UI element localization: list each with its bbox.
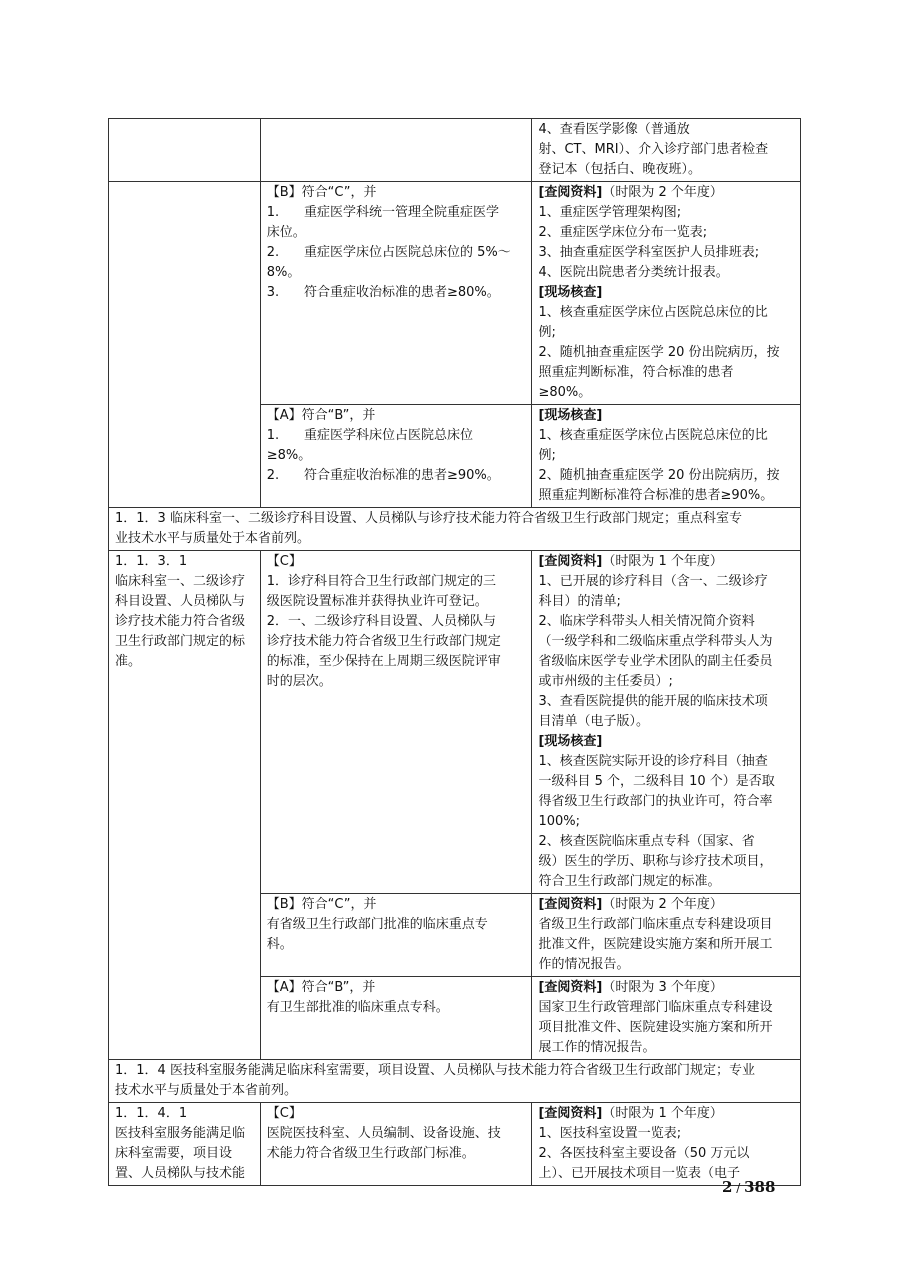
text-line: 卫生行政部门规定的标 (115, 634, 246, 649)
text-line: 的标准，至少保持在上周期三级医院评审 (266, 654, 501, 669)
text-line: 1. 重症医学科床位占医院总床位 (266, 428, 473, 443)
text-line: 1、重症医学管理架构图; (538, 205, 682, 220)
text-line: 1、核查医院实际开设的诊疗科目（抽查 (538, 754, 768, 769)
text-line: 得省级卫生行政部门的执业许可，符合率 (538, 794, 773, 809)
document-list (538, 998, 794, 1058)
text-line: 批准文件，医院建设实施方案和所开展工 (538, 937, 773, 952)
page-total: 388 (744, 1178, 776, 1196)
text-line: 8%。 (266, 265, 301, 280)
table-row (109, 1103, 801, 1186)
text-line: 2、重症医学床位分布一览表; (538, 225, 708, 240)
standard-cell (260, 1103, 532, 1186)
inspection-list (538, 426, 794, 506)
text-line: 1．1．4 医技科室服务能满足临床科室需要，项目设置、人员梯队与技术能力符合省级卫生行政部门规定；专业 (115, 1063, 755, 1078)
standard-cell (260, 405, 532, 508)
table-row (109, 551, 801, 894)
text-line: 国家卫生行政管理部门临床重点专科建设 (538, 1000, 773, 1015)
document-list (538, 203, 794, 283)
text-line: 例; (538, 448, 556, 463)
text-line: 2、随机抽查重症医学 20 份出院病历，按 (538, 468, 780, 483)
text-line: 2、临床学科带头人相关情况简介资料 (538, 614, 755, 629)
text-line: 医技科室服务能满足临 (115, 1126, 246, 1141)
text-line: 【A】符合“B”，并 (266, 408, 376, 423)
text-line: 【B】符合“C”，并 (266, 185, 377, 200)
standard-cell (260, 119, 532, 182)
method-cell (532, 551, 801, 894)
text-line: 【C】 (266, 1106, 302, 1121)
text-line: 上）、已开展技术项目一览表（电子 (538, 1166, 740, 1181)
text-line: 技术水平与质量处于本省前列。 (115, 1083, 298, 1098)
text-line: 1．诊疗科目符合卫生行政部门规定的三 (266, 574, 497, 589)
text-line: 1、核查重症医学床位占医院总床位的比 (538, 305, 768, 320)
standard-cell (260, 894, 532, 977)
text-line: 级）医生的学历、职称与诊疗技术项目， (538, 854, 773, 869)
section-heading: [现场核查] (538, 408, 603, 423)
text-line: 4、查看医学影像（普通放 (538, 122, 690, 137)
text-line: 4、医院出院患者分类统计报表。 (538, 265, 729, 280)
text-line: 省级临床医学专业学术团队的副主任委员 (538, 654, 773, 669)
text-line: 100%; (538, 814, 581, 829)
text-line: 展工作的情况报告。 (538, 1040, 656, 1055)
text-line: 作的情况报告。 (538, 957, 630, 972)
method-cell (532, 405, 801, 508)
inspection-list (538, 303, 794, 403)
text-line: 2、核查医院临床重点专科（国家、省 (538, 834, 755, 849)
text-line: 业技术水平与质量处于本省前列。 (115, 531, 311, 546)
text-line: 2．一、二级诊疗科目设置、人员梯队与 (266, 614, 497, 629)
page-separator: / (732, 1181, 745, 1195)
text-line: 登记本（包括白、晚夜班）。 (538, 162, 701, 177)
document-list (538, 1124, 794, 1184)
text-line: 医院医技科室、人员编制、设备设施、技 (266, 1126, 501, 1141)
text-line: 3、抽查重症医学科室医护人员排班表; (538, 245, 760, 260)
text-line: 床位。 (266, 225, 306, 240)
text-line: 诊疗技术能力符合省级 (115, 614, 246, 629)
text-line: 科。 (266, 937, 293, 952)
method-cell (532, 977, 801, 1060)
text-line: 项目批准文件、医院建设实施方案和所开 (538, 1020, 773, 1035)
time-limit-note: （时限为 2 个年度） (602, 897, 723, 912)
text-line: 3、查看医院提供的能开展的临床技术项 (538, 694, 768, 709)
section-heading: [查阅资料] (538, 897, 603, 912)
text-line: 1、医技科室设置一览表; (538, 1126, 682, 1141)
text-line: 术能力符合省级卫生行政部门标准。 (266, 1146, 475, 1161)
text-line: 床科室需要，项目设 (115, 1146, 233, 1161)
criteria-cell (109, 182, 261, 508)
text-line: 一级科目 5 个，二级科目 10 个）是否取 (538, 774, 775, 789)
text-line: 1、已开展的诊疗科目（含一、二级诊疗 (538, 574, 768, 589)
text-line: 2、各医技科室主要设备（50 万元以 (538, 1146, 750, 1161)
text-line: 例; (538, 325, 556, 340)
time-limit-note: （时限为 1 个年度） (602, 554, 723, 569)
document-list (538, 915, 794, 975)
criteria-cell (109, 551, 261, 1060)
text-line: ≥8%。 (266, 448, 312, 463)
criteria-cell (109, 119, 261, 182)
standard-cell (260, 551, 532, 894)
document-list (538, 572, 794, 732)
table-row (109, 508, 801, 551)
text-line: 【B】符合“C”，并 (266, 897, 377, 912)
section-heading: [现场核查] (538, 285, 603, 300)
text-line: 省级卫生行政部门临床重点专科建设项目 (538, 917, 773, 932)
time-limit-note: （时限为 2 个年度） (602, 185, 723, 200)
clause-heading (109, 508, 801, 551)
text-line: （一级学科和二级临床重点学科带头人为 (538, 634, 773, 649)
time-limit-note: （时限为 3 个年度） (602, 980, 723, 995)
text-line: 目清单（电子版）。 (538, 714, 649, 729)
text-line: 3. 符合重症收治标准的患者≥80%。 (266, 285, 500, 300)
text-line: 照重症判断标准，符合标准的患者 (538, 365, 734, 380)
text-line: 1．1．4．1 (115, 1106, 188, 1121)
method-cell (532, 182, 801, 405)
text-line: 临床科室一、二级诊疗 (115, 574, 246, 589)
text-line: 级医院设置标准并获得执业许可登记。 (266, 594, 488, 609)
text-line: 置、人员梯队与技术能 (115, 1166, 246, 1181)
text-line: 符合卫生行政部门规定的标准。 (538, 874, 721, 889)
text-line: 1、核查重症医学床位占医院总床位的比 (538, 428, 768, 443)
standard-cell (260, 977, 532, 1060)
inspection-list (538, 752, 794, 892)
standard-cell (260, 182, 532, 405)
text-line: 或市州级的主任委员）; (538, 674, 673, 689)
method-cell (532, 894, 801, 977)
text-line: 有卫生部批准的临床重点专科。 (266, 1000, 449, 1015)
section-heading: [查阅资料] (538, 980, 603, 995)
text-line: 科目）的清单; (538, 594, 621, 609)
standards-table (108, 118, 801, 1186)
text-line: 科目设置、人员梯队与 (115, 594, 246, 609)
text-line: 射、CT、MRI）、介入诊疗部门患者检查 (538, 142, 769, 157)
text-line: 1. 重症医学科统一管理全院重症医学 (266, 205, 499, 220)
method-cell (532, 1103, 801, 1186)
text-line: 2. 重症医学床位占医院总床位的 5%～ (266, 245, 511, 260)
section-heading: [查阅资料] (538, 1106, 603, 1121)
method-cell (532, 119, 801, 182)
section-heading: [查阅资料] (538, 185, 603, 200)
table-row (109, 119, 801, 182)
text-line: ≥80%。 (538, 385, 592, 400)
text-line: 【C】 (266, 554, 302, 569)
clause-heading (109, 1060, 801, 1103)
text-line: 【A】符合“B”，并 (266, 980, 376, 995)
text-line: 2. 符合重症收治标准的患者≥90%。 (266, 468, 500, 483)
text-line: 照重症判断标准符合标准的患者≥90%。 (538, 488, 774, 503)
text-line: 诊疗技术能力符合省级卫生行政部门规定 (266, 634, 501, 649)
section-heading: [现场核查] (538, 734, 603, 749)
text-line: 1．1．3 临床科室一、二级诊疗科目设置、人员梯队与诊疗技术能力符合省级卫生行政部门规定；重点科室专 (115, 511, 742, 526)
text-line: 1．1．3．1 (115, 554, 188, 569)
text-line: 时的层次。 (266, 674, 332, 689)
text-line: 有省级卫生行政部门批准的临床重点专 (266, 917, 488, 932)
criteria-cell (109, 1103, 261, 1186)
table-row (109, 1060, 801, 1103)
page-number (722, 1178, 775, 1196)
page-current: 2 (722, 1178, 733, 1196)
table-row (109, 182, 801, 405)
text-line: 准。 (115, 654, 142, 669)
section-heading: [查阅资料] (538, 554, 603, 569)
text-line: 2、随机抽查重症医学 20 份出院病历，按 (538, 345, 780, 360)
time-limit-note: （时限为 1 个年度） (602, 1106, 723, 1121)
